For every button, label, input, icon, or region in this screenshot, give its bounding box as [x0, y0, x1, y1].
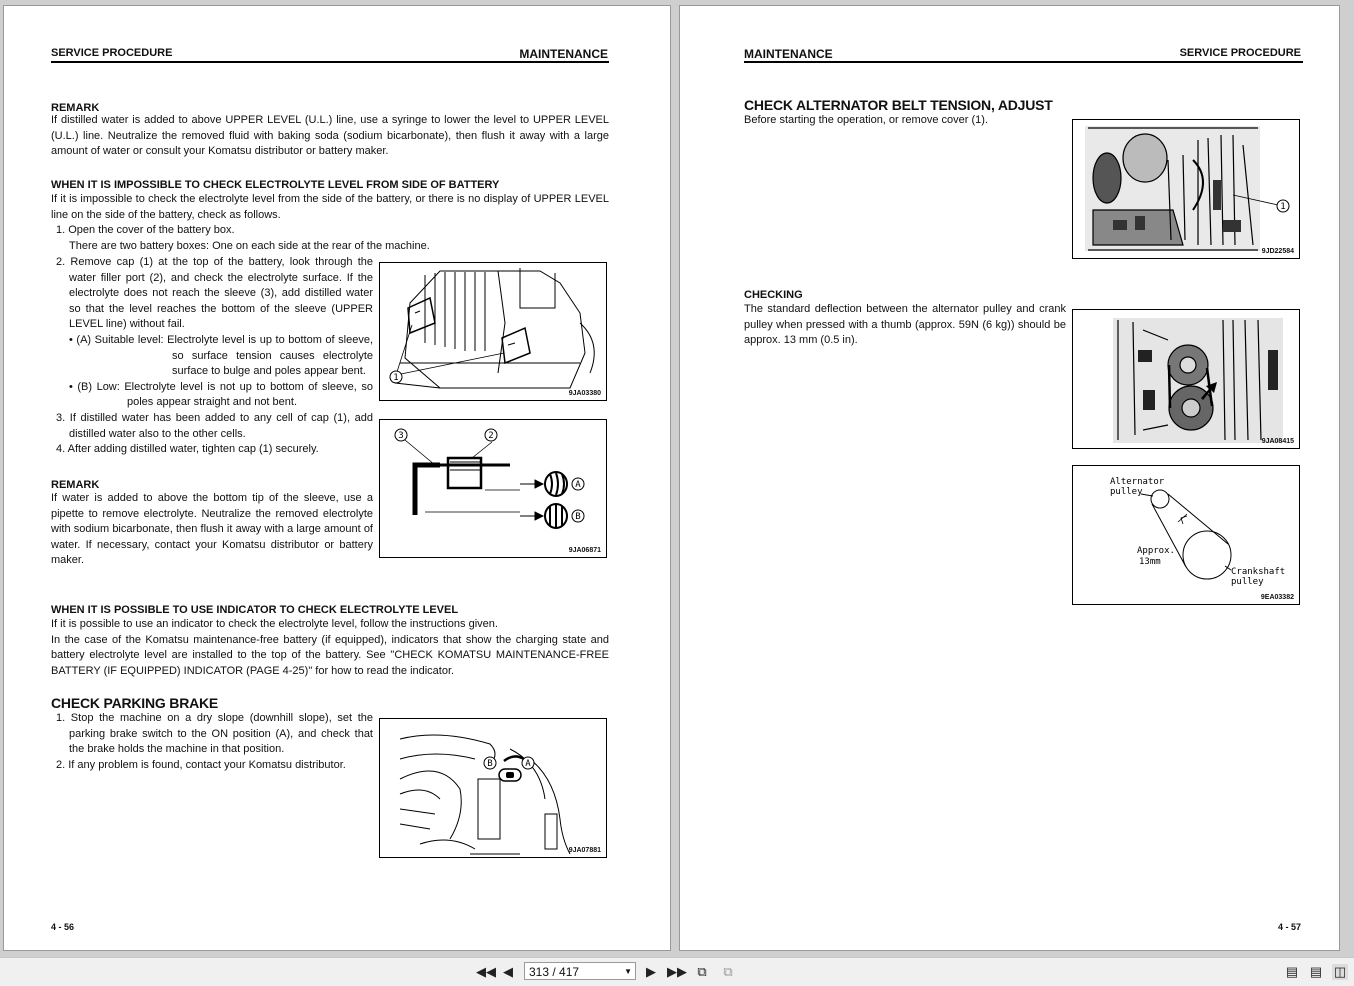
remark2-body: If water is added to above the bottom tip of the sleeve, use a pipette to remove electrolyte. Neutralize the removed electrolyte with sodium bicarbonate, then flush it away with a large amount of water. If necessary, contact your Komatsu distributor or battery maker.: [51, 492, 373, 567]
right-page: [679, 5, 1340, 951]
go-back-icon[interactable]: ⧉: [697, 964, 707, 979]
indicator-p1: If it is possible to use an indicator to check the electrolyte level, follow the instructions given.: [51, 618, 498, 630]
single-page-view-icon[interactable]: ▤: [1285, 964, 1299, 979]
step-2-block: [51, 255, 373, 458]
first-page-icon[interactable]: ◀◀: [476, 964, 496, 979]
checking-body: The standard deflection between the alternator pulley and crank pulley when pressed with a thumb (approx. 59N (6 kg)) should be approx. 13 mm (0.5 in).: [744, 303, 1066, 347]
header-right: SERVICE PROCEDURE: [1179, 47, 1301, 59]
belt-heading: CHECK ALTERNATOR BELT TENSION, ADJUST: [744, 97, 1053, 113]
sleeve-label-b: B: [575, 512, 581, 522]
sleeve-figure: [379, 419, 607, 558]
step-1-text: 1. Open the cover of the battery box.: [56, 224, 235, 236]
sleeve-callout-2: 2: [488, 431, 494, 441]
sleeve-callout-3: 3: [398, 431, 404, 441]
sleeve-label-a: A: [575, 480, 581, 490]
brake-figure: [379, 718, 607, 858]
step-1: [51, 223, 609, 254]
page-indicator: 313 / 417: [529, 965, 580, 979]
brake-label-b: B: [487, 759, 493, 769]
viewer-toolbar: [0, 957, 1354, 986]
belt-body: Before starting the operation, or remove cover (1).: [744, 114, 988, 126]
bullet-a: • (A) Suitable level: Electrolyte level is up to bottom of sleeve, so surface tension causes electrolyte surface to bulge and poles appear bent.: [69, 333, 373, 378]
side-check-intro: If it is impossible to check the electrolyte level from the side of the battery, or there is no display of UPPER LEVEL line on the side of the battery, check as follows.: [51, 193, 609, 221]
page-number-left: 4 - 56: [51, 922, 75, 932]
side-check-heading: WHEN IT IS IMPOSSIBLE TO CHECK ELECTROLYTE LEVEL FROM SIDE OF BATTERY: [51, 179, 500, 191]
pulley-diagram-drawing: [1073, 466, 1300, 605]
header-rule: [51, 61, 609, 63]
engine-figure: [1072, 119, 1300, 259]
remark-body: If distilled water is added to above UPPER LEVEL (U.L.) line, use a syringe to lower the level to UPPER LEVEL (U.L.) line. Neutralize the removed fluid with baking soda (sodium bicarbonate), then flush it away with a large amount of water or consult your Komatsu distributor or battery maker.: [51, 114, 609, 158]
parking-steps: [51, 711, 373, 773]
crankshaft-label-2: pulley: [1231, 577, 1264, 587]
indicator-text: [51, 617, 609, 679]
figure-id: 9EA03382: [1260, 594, 1294, 601]
approx-label-2: 13mm: [1139, 557, 1161, 567]
page-number-right: 4 - 57: [1277, 922, 1301, 932]
step-1-sub: There are two battery boxes: One on each side at the rear of the machine.: [69, 239, 430, 252]
remark-heading: REMARK: [51, 102, 100, 114]
bullet-b: • (B) Low: Electrolyte level is not up to bottom of sleeve, so poles appear straight and not bent.: [69, 380, 373, 409]
engine-callout-1: 1: [1280, 202, 1286, 212]
alternator-label-1: Alternator: [1110, 477, 1165, 487]
battery-box-figure: [379, 262, 607, 401]
figure-id: 9JA07881: [568, 847, 601, 854]
chevron-down-icon[interactable]: ▼: [624, 967, 632, 976]
alternator-label-2: pulley: [1110, 487, 1143, 497]
go-forward-icon[interactable]: ⧉: [723, 964, 733, 979]
indicator-p2: In the case of the Komatsu maintenance-free battery (if equipped), indicators that show the charging state and battery electrolyte level are installed to the top of the battery. See "CHECK KOMATSU MAINTENANCE-FREE BATTERY (IF EQUIPPED) INDICATOR (PAGE 4-25)" for how to read the indicator.: [51, 633, 609, 677]
parking-brake-heading: CHECK PARKING BRAKE: [51, 695, 219, 711]
step-4-text: 4. After adding distilled water, tighten cap (1) securely.: [56, 443, 319, 456]
header-right: MAINTENANCE: [519, 47, 608, 61]
remark2-heading: REMARK: [51, 479, 100, 491]
step-2-text: 2. Remove cap (1) at the top of the battery, look through the water filler port (2), and check the electrolyte surface. If the electrolyte does not reach the sleeve (3), add distilled water so that the level reaches the bottom of the sleeve (UPPER LEVEL line) without fail.: [56, 256, 373, 331]
engine-drawing: [1073, 120, 1300, 259]
figure-id: 9JA03380: [568, 390, 601, 397]
facing-view-icon[interactable]: ◫: [1333, 964, 1347, 979]
brake-drawing: [380, 719, 607, 858]
battery-box-drawing: [380, 263, 607, 401]
brake-label-a: A: [525, 759, 531, 769]
pulley-photo-figure: [1072, 309, 1300, 449]
parking-step-2: 2. If any problem is found, contact your Komatsu distributor.: [56, 758, 346, 771]
figure-id: 9JA06871: [568, 547, 601, 554]
continuous-view-icon[interactable]: ▤: [1309, 964, 1323, 979]
checking-heading: CHECKING: [744, 289, 803, 301]
crankshaft-label-1: Crankshaft: [1231, 567, 1286, 577]
previous-page-icon[interactable]: ◀: [503, 964, 513, 979]
header-rule: [744, 61, 1303, 63]
parking-step-1: 1. Stop the machine on a dry slope (downhill slope), set the parking brake switch to the ON position (A), and check that the brake holds the machine in that position.: [56, 712, 373, 756]
figure-id: 9JA08415: [1261, 438, 1294, 445]
pulley-photo-drawing: [1073, 310, 1300, 449]
next-page-icon[interactable]: ▶: [646, 964, 656, 979]
sleeve-drawing: [380, 420, 607, 558]
left-page: [3, 5, 671, 951]
indicator-heading: WHEN IT IS POSSIBLE TO USE INDICATOR TO CHECK ELECTROLYTE LEVEL: [51, 604, 459, 616]
figure-id: 9JD22584: [1261, 248, 1294, 255]
header-left: MAINTENANCE: [744, 47, 833, 61]
battery-callout-1: 1: [393, 373, 399, 383]
approx-label-1: Approx.: [1137, 546, 1175, 556]
step-3-text: 3. If distilled water has been added to any cell of cap (1), add distilled water also to the other cells.: [56, 411, 373, 440]
last-page-icon[interactable]: ▶▶: [667, 964, 687, 979]
pulley-diagram-figure: [1072, 465, 1300, 605]
page-number-input[interactable]: [524, 962, 636, 980]
header-left: SERVICE PROCEDURE: [51, 47, 173, 59]
